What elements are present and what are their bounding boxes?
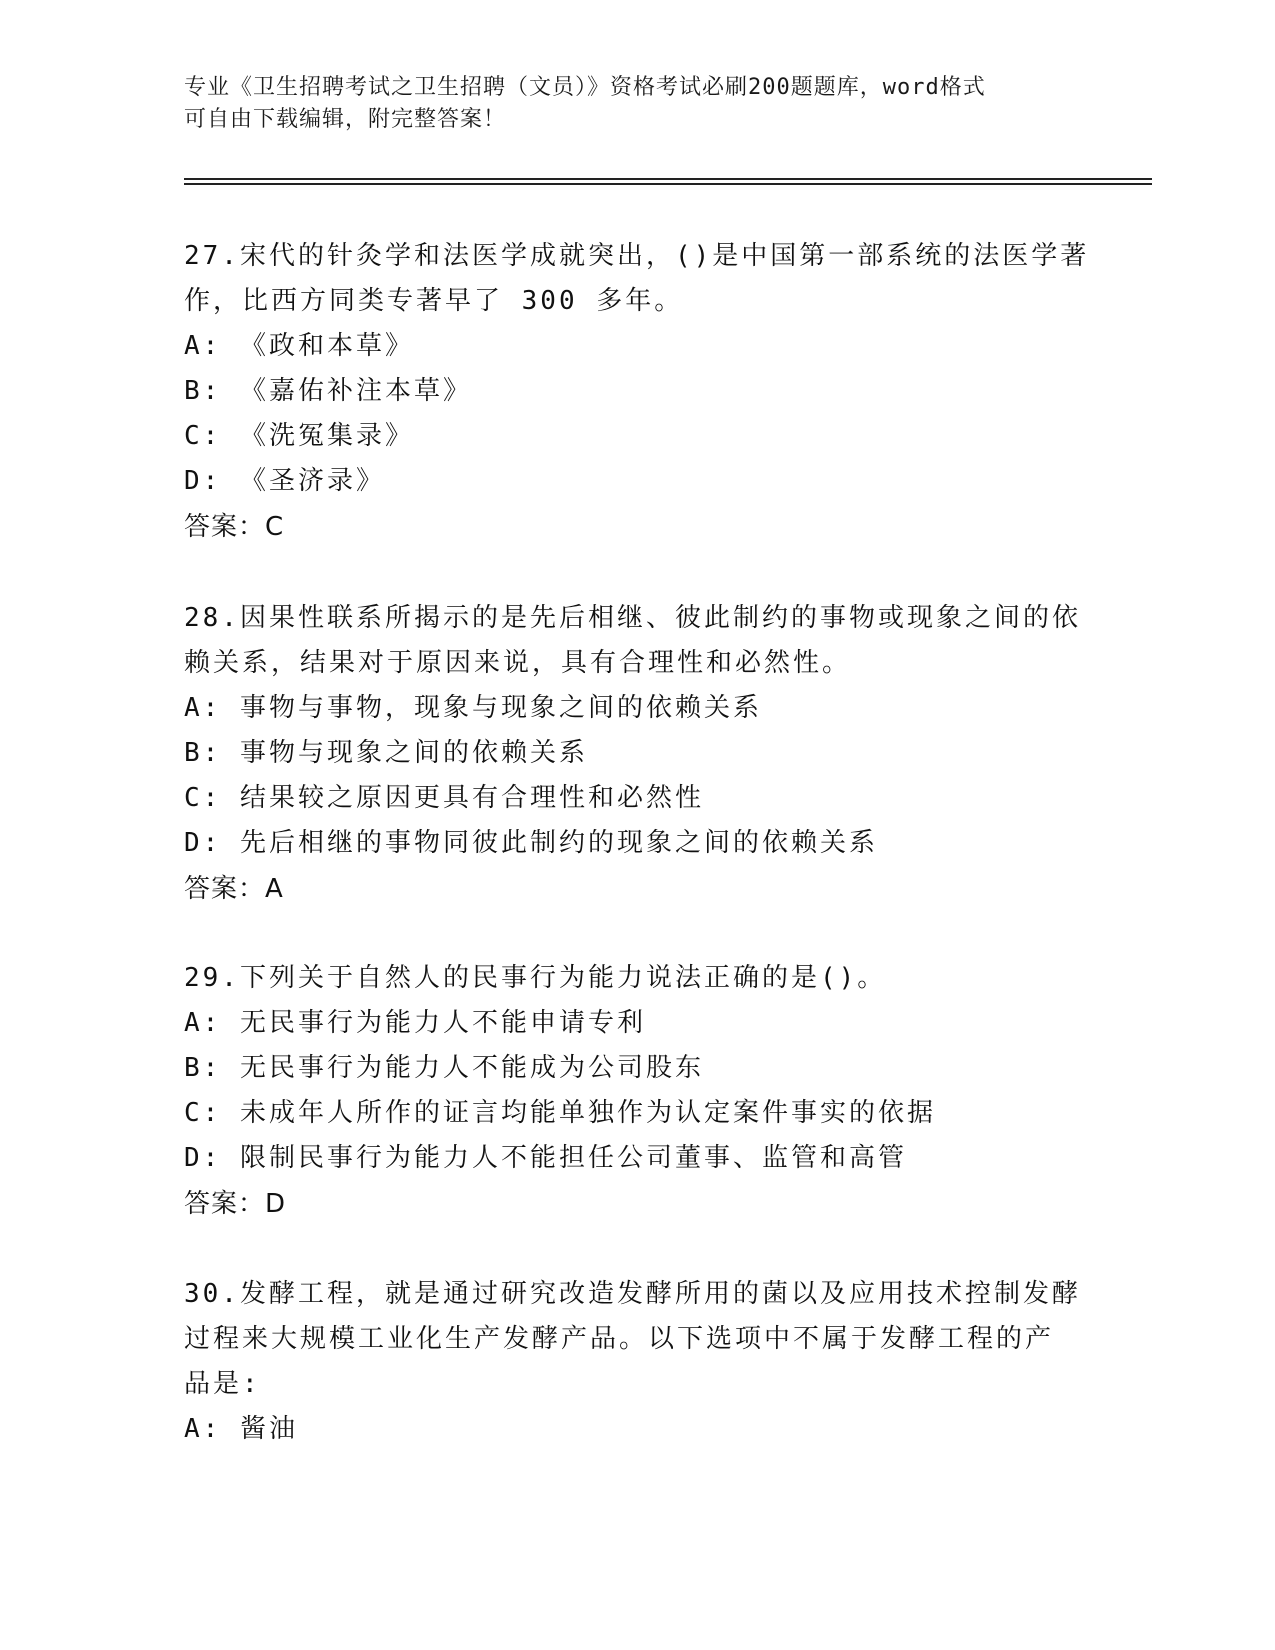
option-a: A: 事物与事物，现象与现象之间的依赖关系 (184, 693, 762, 723)
option-b: B: 《嘉佑补注本草》 (184, 376, 472, 406)
question-stem (184, 1272, 1084, 1407)
option-b: B: 无民事行为能力人不能成为公司股东 (184, 1053, 704, 1083)
answer-label: 答案：C (184, 512, 285, 542)
option-a: A: 酱油 (184, 1414, 298, 1444)
option-d: D: 《圣济录》 (184, 466, 385, 496)
option-c: C: 结果较之原因更具有合理性和必然性 (184, 783, 704, 813)
option-c: C: 《洗冤集录》 (184, 421, 414, 451)
question-27 (184, 234, 1090, 550)
option-b: B: 事物与现象之间的依赖关系 (184, 738, 588, 768)
stem-line: 品是: (184, 1369, 261, 1399)
header-line-1: 专业《卫生招聘考试之卫生招聘（文员）》资格考试必刷200题题库，word格式 (184, 75, 986, 100)
document-header (184, 72, 1064, 136)
stem-line: 过程来大规模工业化生产发酵产品。以下选项中不属于发酵工程的产 (184, 1324, 1055, 1354)
stem-line: 29.下列关于自然人的民事行为能力说法正确的是()。 (184, 963, 887, 993)
question-30 (184, 1272, 1084, 1452)
stem-line: 30.发酵工程，就是通过研究改造发酵所用的菌以及应用技术控制发酵 (184, 1279, 1081, 1309)
question-29 (184, 956, 1084, 1227)
option-a: A: 无民事行为能力人不能申请专利 (184, 1008, 646, 1038)
option-a: A: 《政和本草》 (184, 331, 414, 361)
answer-label: 答案：D (184, 1189, 287, 1219)
question-stem (184, 956, 1084, 1001)
header-divider-bottom (184, 183, 1152, 185)
answer-label: 答案：A (184, 874, 284, 904)
header-line-2: 可自由下载编辑，附完整答案！ (184, 107, 507, 132)
header-divider-top (184, 178, 1152, 180)
option-d: D: 先后相继的事物同彼此制约的现象之间的依赖关系 (184, 828, 878, 858)
stem-line: 27.宋代的针灸学和法医学成就突出，()是中国第一部系统的法医学著 (184, 241, 1090, 271)
question-stem (184, 596, 1084, 686)
stem-line: 28.因果性联系所揭示的是先后相继、彼此制约的事物或现象之间的依 (184, 603, 1081, 633)
question-28 (184, 596, 1084, 912)
option-c: C: 未成年人所作的证言均能单独作为认定案件事实的依据 (184, 1098, 936, 1128)
question-stem (184, 234, 1090, 324)
stem-line: 赖关系，结果对于原因来说，具有合理性和必然性。 (184, 648, 852, 678)
option-d: D: 限制民事行为能力人不能担任公司董事、监管和高管 (184, 1143, 907, 1173)
stem-line: 作，比西方同类专著早了 300 多年。 (184, 286, 684, 316)
